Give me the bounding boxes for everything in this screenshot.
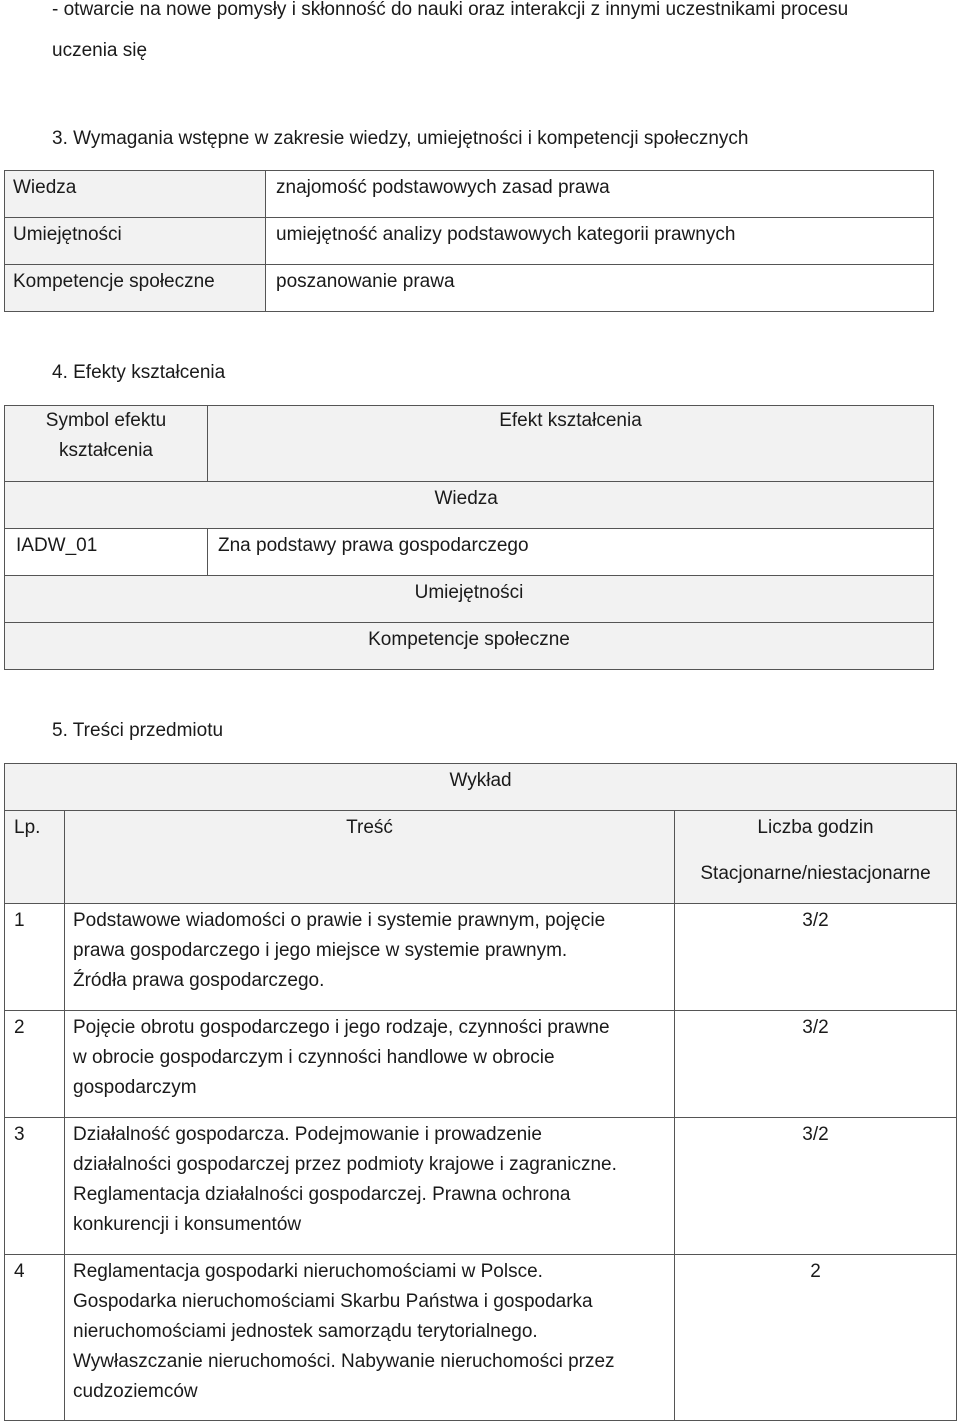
requirements-label-kompetencje: Kompetencje społeczne xyxy=(13,271,215,292)
section-3-title: 3. Wymagania wstępne w zakresie wiedzy, umiejętności i kompetencji społecznych xyxy=(52,128,749,149)
row-content-line: działalności gospodarczej przez podmioty krajowe i zagraniczne. xyxy=(73,1154,617,1175)
col-hours-sublabel: Stacjonarne/niestacjonarne xyxy=(700,863,931,884)
outcome-symbol-cell xyxy=(5,529,208,576)
outcome-effect: Zna podstawy prawa gospodarczego xyxy=(218,535,529,556)
col-content-label: Treść xyxy=(346,817,393,838)
row-content-line: Reglamentacja gospodarki nieruchomościami w Polsce. xyxy=(73,1261,543,1282)
outcome-symbol: IADW_01 xyxy=(16,535,98,556)
table-row xyxy=(5,1011,957,1118)
requirements-label-umiejetnosci: Umiejętności xyxy=(13,224,122,245)
row-lp-cell xyxy=(5,1011,65,1118)
col-hours-label: Liczba godzin xyxy=(757,817,874,838)
requirements-label-cell xyxy=(5,265,266,312)
col-lp-label: Lp. xyxy=(14,817,41,838)
row-lp: 3 xyxy=(14,1124,25,1145)
course-content-table xyxy=(4,763,957,1421)
row-content-line: Źródła prawa gospodarczego. xyxy=(73,970,325,991)
row-hours-cell xyxy=(675,1118,957,1255)
row-content-line: prawa gospodarczego i jego miejsce w systemie prawnym. xyxy=(73,940,568,961)
row-hours: 2 xyxy=(810,1261,821,1282)
intro-line-1: - otwarcie na nowe pomysły i skłonność do nauki oraz interakcji z innymi uczestnikami procesu xyxy=(52,0,849,20)
requirements-value-kompetencje: poszanowanie prawa xyxy=(276,271,455,292)
content-table-title-cell xyxy=(5,764,957,811)
row-content-cell xyxy=(65,1118,675,1255)
row-content-line: cudzoziemców xyxy=(73,1381,198,1402)
requirements-label-cell xyxy=(5,218,266,265)
col-hours-header xyxy=(675,811,957,904)
requirements-value-cell xyxy=(266,218,934,265)
row-content-line: Działalność gospodarcza. Podejmowanie i prowadzenie xyxy=(73,1124,542,1145)
row-content-line: nieruchomościami jednostek samorządu terytorialnego. xyxy=(73,1321,538,1342)
row-content-line: konkurencji i konsumentów xyxy=(73,1214,302,1235)
row-hours-cell xyxy=(675,1011,957,1118)
row-hours-cell xyxy=(675,904,957,1011)
row-hours-cell xyxy=(675,1255,957,1421)
outcome-group-kompetencje-label: Kompetencje społeczne xyxy=(368,629,570,650)
outcome-effect-cell xyxy=(208,529,934,576)
row-content-line: Gospodarka nieruchomościami Skarbu Państwa i gospodarka xyxy=(73,1291,593,1312)
requirements-value-cell xyxy=(266,265,934,312)
row-lp: 1 xyxy=(14,910,25,931)
outcome-group-spacer xyxy=(5,482,208,529)
row-hours: 3/2 xyxy=(802,1017,829,1038)
outcome-effect-header-text: Efekt kształcenia xyxy=(499,410,642,431)
row-hours: 3/2 xyxy=(802,910,829,931)
col-content-header xyxy=(65,811,675,904)
row-content-line: Podstawowe wiadomości o prawie i systemie prawnym, pojęcie xyxy=(73,910,606,931)
row-content-cell xyxy=(65,1255,675,1421)
intro-line-2: uczenia się xyxy=(52,40,148,61)
outcome-symbol-header xyxy=(5,406,208,482)
row-content-line: Reglamentacja działalności gospodarczej. Prawna ochrona xyxy=(73,1184,571,1205)
outcome-symbol-header-line-1: Symbol efektu xyxy=(45,410,167,431)
row-content-line: gospodarczym xyxy=(73,1077,197,1098)
row-lp-cell xyxy=(5,904,65,1011)
outcome-group-wiedza xyxy=(208,482,934,529)
table-row xyxy=(5,1255,957,1421)
row-lp-cell xyxy=(5,1118,65,1255)
row-lp: 2 xyxy=(14,1017,25,1038)
requirements-table xyxy=(4,170,934,312)
row-content-cell xyxy=(65,1011,675,1118)
outcome-group-umiejetnosci xyxy=(5,576,934,623)
row-content-line: w obrocie gospodarczym i czynności handlowe w obrocie xyxy=(73,1047,555,1068)
outcome-group-wiedza-label: Wiedza xyxy=(434,488,498,509)
row-content-line: Pojęcie obrotu gospodarczego i jego rodzaje, czynności prawne xyxy=(73,1017,610,1038)
row-lp-cell xyxy=(5,1255,65,1421)
col-lp-header xyxy=(5,811,65,904)
row-content-line: Wywłaszczanie nieruchomości. Nabywanie nieruchomości przez xyxy=(73,1351,615,1372)
learning-outcomes-table xyxy=(4,405,934,670)
requirements-value-cell xyxy=(266,171,934,218)
requirements-label-cell xyxy=(5,171,266,218)
table-row xyxy=(5,904,957,1011)
row-lp: 4 xyxy=(14,1261,25,1282)
outcome-group-kompetencje xyxy=(5,623,934,670)
row-content-cell xyxy=(65,904,675,1011)
content-table-title: Wykład xyxy=(449,770,512,791)
outcome-effect-header xyxy=(208,406,934,482)
row-hours: 3/2 xyxy=(802,1124,829,1145)
table-row xyxy=(5,1118,957,1255)
requirements-value-umiejetnosci: umiejętność analizy podstawowych kategorii prawnych xyxy=(276,224,736,245)
requirements-label-wiedza: Wiedza xyxy=(13,177,77,198)
outcome-group-umiejetnosci-label: Umiejętności xyxy=(414,582,524,603)
requirements-value-wiedza: znajomość podstawowych zasad prawa xyxy=(276,177,610,198)
section-5-title: 5. Treści przedmiotu xyxy=(52,720,224,741)
outcome-symbol-header-line-2: kształcenia xyxy=(59,440,153,461)
section-4-title: 4. Efekty kształcenia xyxy=(52,362,226,383)
